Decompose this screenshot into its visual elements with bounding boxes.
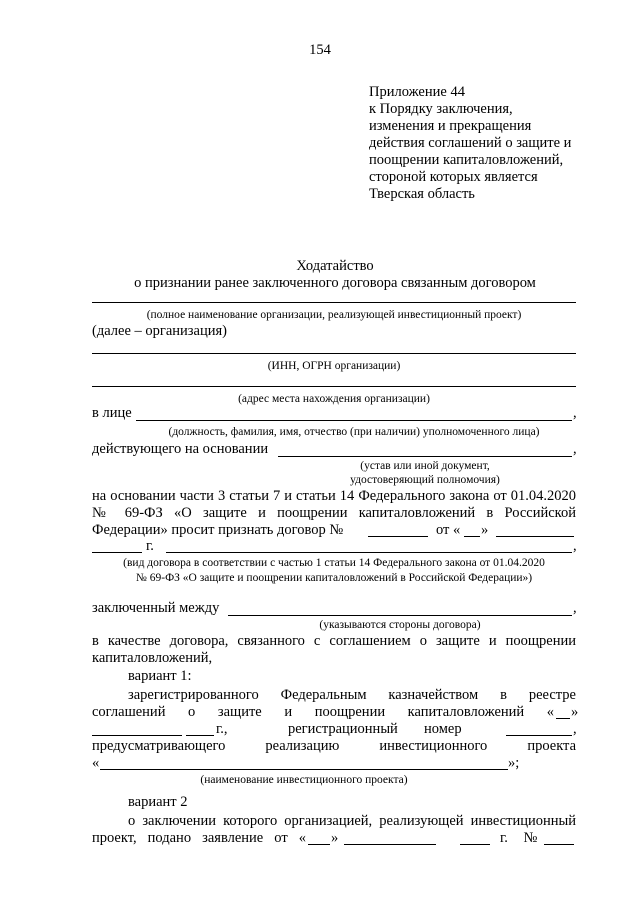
contract-kind-line bbox=[166, 552, 572, 553]
page-number: 154 bbox=[309, 42, 331, 58]
variant-1-year: г., bbox=[216, 721, 228, 737]
label-in-person: в лице bbox=[92, 405, 132, 421]
variant-1-label: вариант 1: bbox=[128, 668, 192, 684]
org-alias: (далее – организация) bbox=[92, 323, 227, 339]
contract-number-line bbox=[368, 536, 428, 537]
registry-day-close: » bbox=[571, 704, 579, 720]
comma: , bbox=[573, 441, 577, 457]
appendix-line: стороной которых является bbox=[369, 169, 538, 185]
comma: , bbox=[573, 405, 577, 421]
hint-project: (наименование инвестиционного проекта) bbox=[200, 774, 408, 786]
application-number-line bbox=[544, 844, 574, 845]
label-concluded: заключенный между bbox=[92, 600, 220, 616]
para1-line: № 69-ФЗ «О защите и поощрении капиталовложений в Российской bbox=[92, 505, 576, 521]
document-subtitle: о признании ранее заключенного договора связанным договором bbox=[134, 275, 536, 291]
variant-2-label: вариант 2 bbox=[128, 794, 188, 810]
comma: , bbox=[573, 538, 577, 554]
label-acting: действующего на основании bbox=[92, 441, 269, 457]
quote-open: « bbox=[92, 755, 100, 771]
inn-line bbox=[92, 353, 576, 354]
para1-date-close: » bbox=[481, 522, 489, 538]
org-name-line bbox=[92, 302, 576, 303]
year-suffix: г. bbox=[146, 538, 154, 554]
variant-1-line: зарегистрированного Федеральным казначейством в реестре bbox=[128, 687, 576, 703]
registry-year-line bbox=[186, 735, 214, 736]
para2-line: в качестве договора, связанного с соглашением о защите и поощрении bbox=[92, 633, 576, 649]
appendix-line: Приложение 44 bbox=[369, 84, 465, 100]
hint-parties: (указываются стороны договора) bbox=[319, 619, 481, 631]
contract-day-line bbox=[464, 536, 480, 537]
hint-contract: (вид договора в соответствии с частью 1 статьи 14 Федерального закона от 01.04.2020 bbox=[123, 557, 545, 569]
registry-day-line bbox=[556, 718, 570, 719]
hint-inn: (ИНН, ОГРН организации) bbox=[267, 360, 401, 372]
variant-2-line: о заключении которого организацией, реализующей инвестиционный bbox=[128, 813, 576, 829]
hint-basis: (устав или иной документ, bbox=[360, 460, 490, 472]
quote-close: »; bbox=[508, 755, 520, 771]
variant-2-line: проект, подано заявление от « bbox=[92, 830, 306, 846]
comma: , bbox=[573, 721, 577, 737]
appendix-block bbox=[369, 84, 571, 203]
contract-month-line bbox=[496, 536, 574, 537]
para1-date-open: от « bbox=[436, 522, 461, 538]
para1-line: на основании части 3 статьи 7 и статьи 14 Федерального закона от 01.04.2020 bbox=[92, 488, 576, 504]
application-month-line bbox=[344, 844, 436, 845]
appendix-line: действия соглашений о защите и bbox=[369, 135, 572, 151]
para1-line: Федерации» просит признать договор № bbox=[92, 522, 344, 538]
application-day-line bbox=[308, 844, 330, 845]
variant-1-line: предусматривающего реализацию инвестиционного проекта bbox=[92, 738, 576, 754]
variant-1-number: номер bbox=[424, 721, 462, 737]
hint-contract: № 69-ФЗ «О защите и поощрении капиталовложений в Российской Федерации») bbox=[135, 572, 533, 584]
application-year-line bbox=[460, 844, 490, 845]
variant-1-reg: регистрационный bbox=[288, 721, 398, 737]
appendix-line: Тверская область bbox=[369, 186, 475, 202]
para2-line: капиталовложений, bbox=[92, 650, 213, 666]
comma: , bbox=[573, 600, 577, 616]
hint-address: (адрес места нахождения организации) bbox=[238, 393, 430, 405]
appendix-line: поощрении капиталовложений, bbox=[369, 152, 564, 168]
document-title: Ходатайство bbox=[296, 258, 374, 274]
contract-year-line bbox=[92, 552, 142, 553]
appendix-line: изменения и прекращения bbox=[369, 118, 532, 134]
hint-official: (должность, фамилия, имя, отчество (при наличии) уполномоченного лица) bbox=[168, 426, 540, 438]
variant-1-line: соглашений о защите и поощрении капиталовложений « bbox=[92, 704, 554, 720]
basis-line bbox=[278, 456, 572, 457]
registry-month-line bbox=[92, 735, 182, 736]
registry-number-line bbox=[506, 735, 572, 736]
appendix-line: к Порядку заключения, bbox=[369, 101, 513, 117]
hint-basis: удостоверяющий полномочия) bbox=[350, 474, 500, 486]
official-line bbox=[136, 420, 572, 421]
application-day-close: » bbox=[331, 830, 339, 846]
parties-line bbox=[228, 615, 572, 616]
project-name-line bbox=[100, 769, 508, 770]
hint-org-name: (полное наименование организации, реализующей инвестиционный проект) bbox=[146, 309, 522, 321]
address-line bbox=[92, 386, 576, 387]
application-year-suffix: г. № bbox=[500, 830, 538, 846]
